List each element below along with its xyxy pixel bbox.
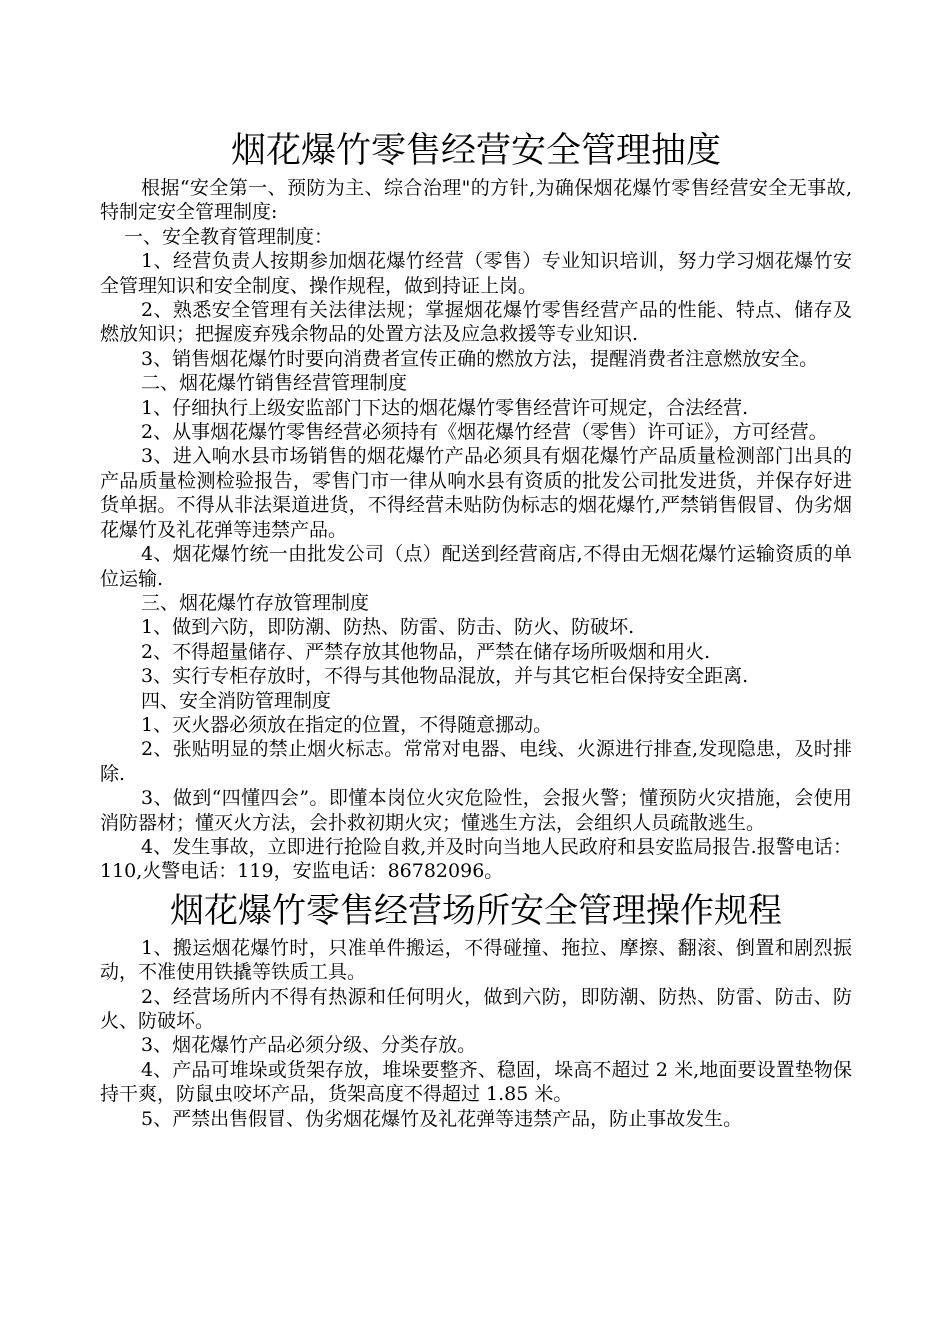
paragraph: 4、烟花爆竹统一由批发公司（点）配送到经营商店,不得由无烟花爆竹运输资质的单位运输. <box>100 543 852 590</box>
paragraph: 3、做到“四懂四会”。即懂本岗位火灾危险性，会报火警；懂预防火灾措施，会使用消防器材；懂灭火方法，会扑救初期火灾；懂逃生方法，会组织人员疏散逃生。 <box>100 787 852 834</box>
paragraph: 4、发生事故，立即进行抢险自救,并及时向当地人民政府和县安监局报告.报警电话：110,火警电话：119，安监电话：86782096。 <box>100 835 852 883</box>
paragraph: 1、经营负责人按期参加烟花爆竹经营（零售）专业知识培训，努力学习烟花爆竹安全管理知识和安全制度、操作规程，做到持证上岗。 <box>100 250 852 297</box>
rule-item: 4、产品可堆垛或货架存放，堆垛要整齐、稳固，垛高不超过 2 米,地面要设置垫物保持干爽，防鼠虫咬坏产品，货架高度不得超过 1.85 米。 <box>100 1058 852 1106</box>
document-page <box>100 126 852 1131</box>
paragraph: 1、仔细执行上级安监部门下达的烟花爆竹零售经营许可规定，合法经营. <box>141 396 749 419</box>
section-heading-storage: 三、烟花爆竹存放管理制度 <box>141 591 370 614</box>
section-heading-fire-safety: 四、安全消防管理制度 <box>141 689 332 712</box>
paragraph: 1、做到六防，即防潮、防热、防雷、防击、防火、防破坏. <box>141 616 635 639</box>
paragraph: 2、从事烟花爆竹零售经营必须持有《烟花爆竹经营（零售）许可证》，方可经营。 <box>141 421 828 444</box>
section-heading-sales: 二、烟花爆竹销售经营管理制度 <box>141 372 408 395</box>
paragraph: 1、灭火器必须放在指定的位置，不得随意挪动。 <box>141 713 553 736</box>
paragraph: 2、不得超量储存、严禁存放其他物品，严禁在储存场所吸烟和用火. <box>141 640 711 663</box>
intro-paragraph: 根据“安全第一、预防为主、综合治理"的方针,为确保烟花爆竹零售经营安全无事故,特制定安全管理制度: <box>100 177 852 224</box>
document-title: 烟花爆竹零售经营安全管理抽度 <box>230 131 721 171</box>
section-heading-education: 一、安全教育管理制度： <box>124 225 334 248</box>
paragraph: 2、张贴明显的禁止烟火标志。常常对电器、电线、火源进行排查,发现隐患，及时排除. <box>100 738 852 785</box>
paragraph: 3、销售烟花爆竹时要向消费者宣传正确的燃放方法，提醒消费者注意燃放安全。 <box>141 347 819 370</box>
paragraph: 3、实行专柜存放时，不得与其他物品混放，并与其它柜台保持安全距离. <box>141 665 749 688</box>
paragraph: 2、熟悉安全管理有关法律法规；掌握烟花爆竹零售经营产品的性能、特点、储存及燃放知识；把握废弃残余物品的处置方法及应急救援等专业知识. <box>100 299 852 346</box>
paragraph: 3、进入响水县市场销售的烟花爆竹产品必须具有烟花爆竹产品质量检测部门出具的产品质量检测检验报告，零售门市一律从响水县有资质的批发公司批发进货，并保存好进货单据。不得从非法渠道进货，不得经营未贴防伪标志的烟花爆竹,严禁销售假冒、伪劣烟花爆竹及礼花弹等违禁产品。 <box>100 445 852 541</box>
rule-item: 3、烟花爆竹产品必须分级、分类存放。 <box>141 1034 477 1057</box>
operation-rules-title: 烟花爆竹零售经营场所安全管理操作规程 <box>170 890 782 931</box>
rule-item: 1、搬运烟花爆竹时，只准单件搬运，不得碰撞、拖拉、摩擦、翻滚、倒置和剧烈振动，不准使用铁撬等铁质工具。 <box>100 936 852 984</box>
rule-item: 5、严禁出售假冒、伪劣烟花爆竹及礼花弹等违禁产品，防止事故发生。 <box>141 1107 743 1130</box>
rule-item: 2、经营场所内不得有热源和任何明火，做到六防，即防潮、防热、防雷、防击、防火、防破坏。 <box>100 985 852 1032</box>
